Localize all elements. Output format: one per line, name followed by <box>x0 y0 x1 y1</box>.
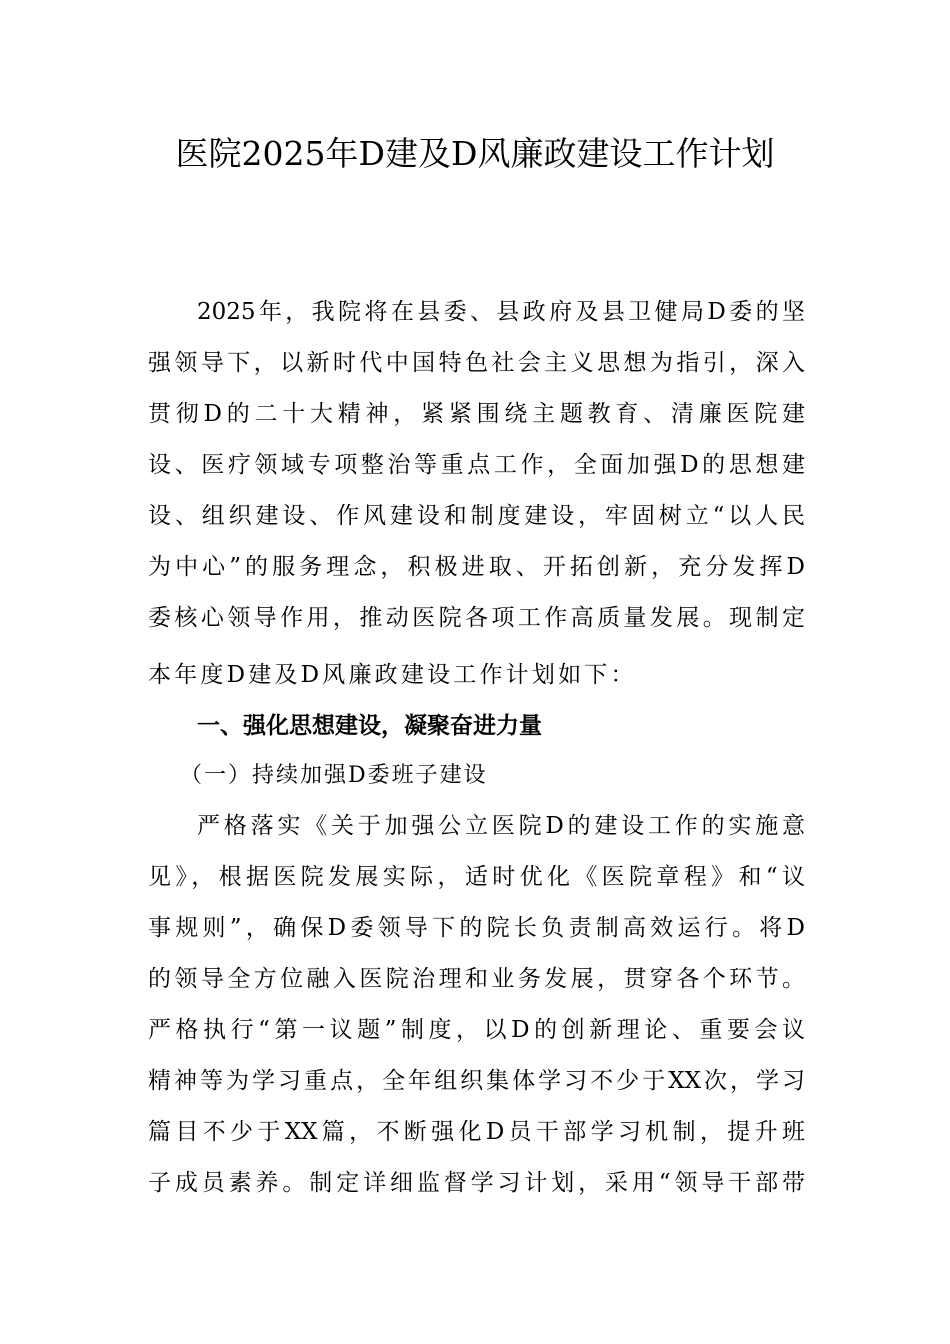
document-title: 医院2025年D建及D风廉政建设工作计划 <box>175 134 775 173</box>
paragraph-line: 篇目不少于XX篇，不断强化D员干部学习机制，提升班 <box>148 1119 805 1145</box>
section-heading: 一、强化思想建设，凝聚奋进力量 <box>197 713 542 739</box>
paragraph-line: 设、医疗领域专项整治等重点工作，全面加强D的思想建 <box>148 452 805 478</box>
paragraph-line: 委核心领导作用，推动医院各项工作高质量发展。现制定 <box>148 605 805 631</box>
paragraph-line: 贯彻D的二十大精神，紧紧围绕主题教育、清廉医院建 <box>148 401 805 427</box>
paragraph-line: 强领导下，以新时代中国特色社会主义思想为指引，深入 <box>148 350 805 376</box>
paragraph-line: 的领导全方位融入医院治理和业务发展，贯穿各个环节。 <box>148 966 805 992</box>
paragraph-line: 见》，根据医院发展实际，适时优化《医院章程》和“议 <box>148 864 805 890</box>
paragraph-line: 设、组织建设、作风建设和制度建设，牢固树立“以人民 <box>148 503 805 529</box>
paragraph-line: 精神等为学习重点，全年组织集体学习不少于XX次，学习 <box>148 1068 805 1094</box>
paragraph-line: 为中心”的服务理念，积极进取、开拓创新，充分发挥D <box>148 554 805 580</box>
subsection-heading: （一）持续加强D委班子建设 <box>180 763 488 788</box>
paragraph-line: 2025年，我院将在县委、县政府及县卫健局D委的坚 <box>197 299 805 325</box>
paragraph-line: 本年度D建及D风廉政建设工作计划如下： <box>148 662 637 688</box>
paragraph-line: 事规则”，确保D委领导下的院长负责制高效运行。将D <box>148 915 805 941</box>
paragraph-line: 严格执行“第一议题”制度，以D的创新理论、重要会议 <box>148 1017 805 1043</box>
paragraph-line: 子成员素养。制定详细监督学习计划，采用“领导干部带 <box>148 1170 805 1196</box>
paragraph-line: 严格落实《关于加强公立医院D的建设工作的实施意 <box>197 813 805 839</box>
